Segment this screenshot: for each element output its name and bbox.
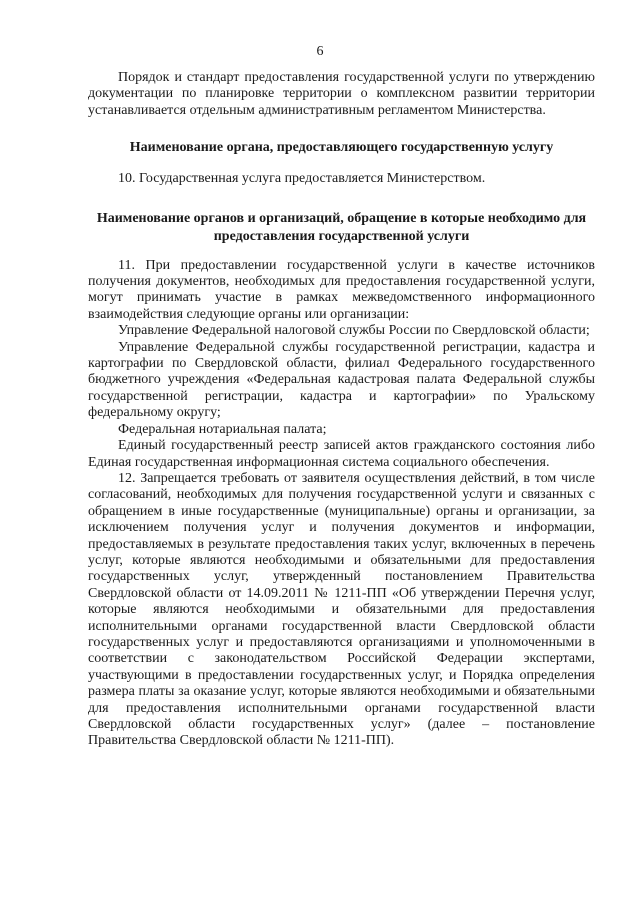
section-heading-authority: Наименование органа, предоставляющего государственную услугу bbox=[129, 140, 554, 156]
document-body bbox=[88, 70, 595, 750]
section-2-content bbox=[88, 258, 595, 750]
org-registration-service: Управление Федеральной службы государственной регистрации, кадастра и картографии по Свердловской области, филиал Федерального государственного бюджетного учреждения «Федеральная кадастровая палата Федеральной службы государственной регистрации, кадастра и картографии» по Уральскому федеральному округу; bbox=[88, 339, 595, 421]
org-notary-chamber: Федеральная нотариальная палата; bbox=[118, 421, 327, 437]
section-heading-organizations: Наименование органов и организаций, обращение в которые необходимо для предоставления государственной услуги bbox=[96, 210, 587, 244]
org-civil-registry: Единый государственный реестр записей актов гражданского состояния либо Единая государственная информационная система социального обеспечения. bbox=[88, 438, 595, 470]
item-11-paragraph: 11. При предоставлении государственной услуги в качестве источников получения документов, необходимых для предоставления государственной услуги, могут принимать участие в рамках межведомственного информационного взаимодействия следующие органы или организации: bbox=[88, 257, 595, 322]
page-number: 6 bbox=[316, 44, 324, 59]
org-tax-service: Управление Федеральной налоговой службы России по Свердловской области; bbox=[118, 323, 590, 339]
item-12-paragraph: 12. Запрещается требовать от заявителя осуществления действий, в том числе согласований, необходимых для получения государственной услуги и связанных с обращением в иные государственные (муниципальные) органы и организации, за исключением получения услуг и получения документов и информации, предоставляемых в результате предоставления таких услуг, включенных в перечень услуг, которые являются необходимыми и обязательными для предоставления государственных услуг, утвержденный постановлением Правительства Свердловской области от 14.09.2011 № 1211-ПП «Об утверждении Перечня услуг, которые являются необходимыми и обязательными для предоставления исполнительными органами государственной власти Свердловской области государственных услуг и предоставляются организациями и уполномоченными в соответствии с законодательством Российской Федерации экспертами, участвующими в предоставлении государственных услуг, и Порядка определения размера платы за оказание услуг, которые являются необходимыми и обязательными для предоставления исполнительными органами государственной власти Свердловской области государственных услуг» (далее – постановление Правительства Свердловской области № 1211-ПП). bbox=[88, 470, 595, 749]
intro-paragraph: Порядок и стандарт предоставления государственной услуги по утверждению документации по планировке территории о комплексном развитии территории устанавливается отдельным административным регламентом Министерства. bbox=[88, 70, 595, 118]
item-10-paragraph: 10. Государственная услуга предоставляется Министерством. bbox=[118, 171, 486, 187]
